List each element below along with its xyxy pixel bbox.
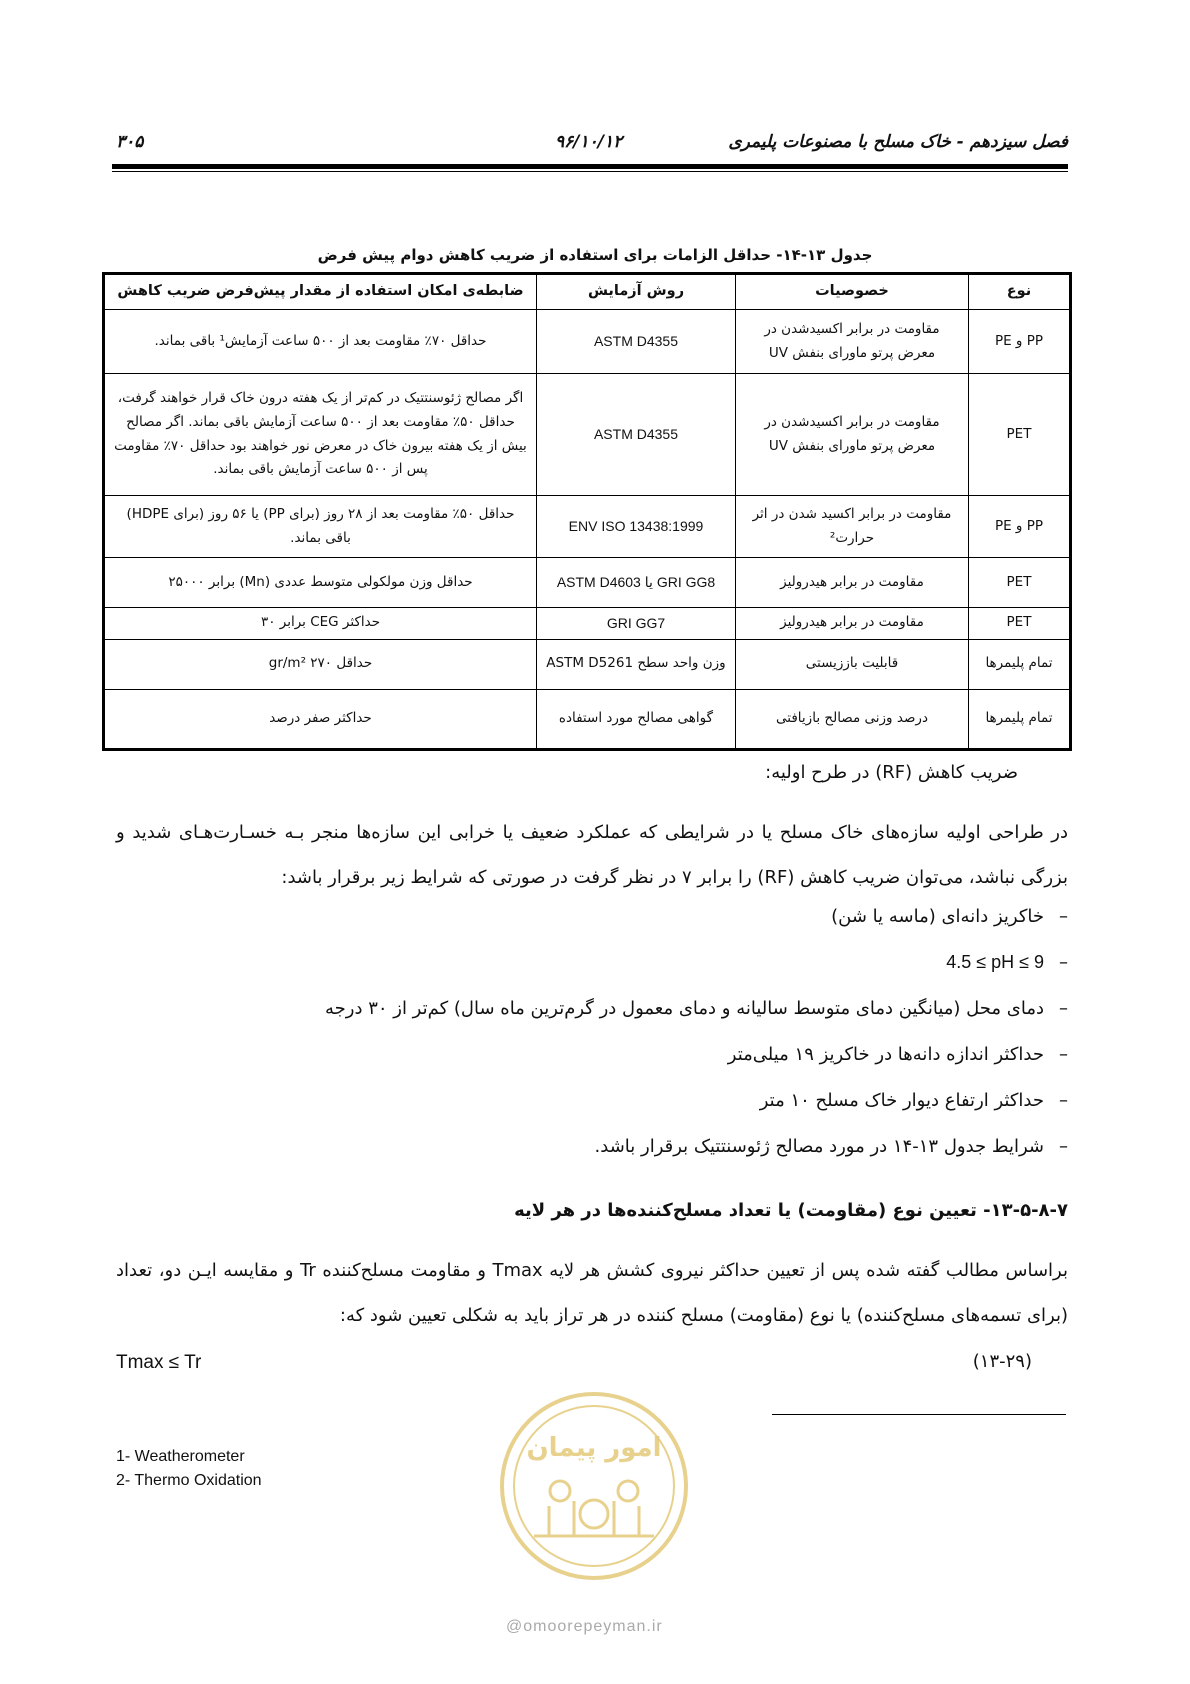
cell-property: قابلیت باززیستی (736, 639, 969, 689)
watermark-site-text: omoorepeyman.ir (523, 1618, 663, 1635)
cell-type: PP و PE (969, 310, 1071, 374)
bullet-text: حداکثر اندازه دانه‌ها در خاکریز ۱۹ میلی‌متر (727, 1044, 1044, 1065)
bullet-dash: – (1059, 998, 1068, 1019)
bullet-dash: – (1059, 1090, 1068, 1111)
table-row (104, 639, 1071, 689)
cell-test: GRI GG8 یا ASTM D4603 (537, 558, 736, 608)
cell-test: وزن واحد سطح ASTM D5261 (537, 639, 736, 689)
bullet-text: حداکثر ارتفاع دیوار خاک مسلح ۱۰ متر (759, 1090, 1044, 1111)
cell-test: گواهی مصالح مورد استفاده (537, 689, 736, 749)
rf-paragraph: در طراحی اولیه سازه‌های خاک مسلح یا در شرایطی که عملکرد ضعیف یا خرابی این سازه‌ها منجر بـه خسـارت‌هـای شدید و بزرگی نباشد، می‌توان ضریب کاهش (RF) را برابر ۷ در نظر گرفت در صورتی که شرایط زیر برقرار باشد: (116, 822, 1068, 888)
col-header-type: نوع (969, 274, 1071, 310)
bullet-text: شرایط جدول ۱۳-۱۴ در مورد مصالح ژئوسنتتیک برقرار باشد. (594, 1136, 1044, 1157)
col-header-criterion: ضابطه‌ی امکان استفاده از مقدار پیش‌فرض ضریب کاهش (104, 274, 537, 310)
cell-property: درصد وزنی مصالح بازیافتی (736, 689, 969, 749)
requirements-table (102, 272, 1072, 751)
bullet-text: 4.5 ≤ pH ≤ 9 (946, 952, 1044, 972)
cell-type: تمام پلیمرها (969, 639, 1071, 689)
table-header-row (104, 274, 1071, 310)
bullet-item (728, 1044, 1068, 1065)
table-row (104, 310, 1071, 374)
bullet-dash: – (1059, 1136, 1068, 1157)
header-rule-thin (112, 171, 1068, 172)
footnote-1: 1- Weatherometer (116, 1448, 245, 1465)
cell-property: مقاومت در برابر هیدرولیز (736, 558, 969, 608)
page-number: ۳۰۵ (116, 132, 144, 152)
table-row (104, 689, 1071, 749)
cell-criterion: اگر مصالح ژئوسنتتیک در کم‌تر از یک هفته درون خاک قرار خواهند گرفت، حداقل ۵۰٪ مقاومت بعد از ۵۰۰ ساعت آزمایش باقی بماند. اگر مصالح بیش از یک هفته بیرون خاک در معرض نور خواهند بود حداقل ۷۰٪ مقاومت پس از ۵۰۰ ساعت آزمایش باقی بماند. (104, 374, 537, 496)
bullet-text: دمای محل (میانگین دمای متوسط سالیانه و دمای معمول در گرم‌ترین ماه سال) کم‌تر از ۳۰ درجه (324, 998, 1044, 1019)
cell-property: مقاومت در برابر اکسیدشدن در معرض پرتو ماورای بنفش UV (736, 310, 969, 374)
section-heading: ۱۳-۵-۸-۷- تعیین نوع (مقاومت) یا تعداد مسلح‌کننده‌ها در هر لایه (514, 1200, 1068, 1221)
table-row (104, 496, 1071, 558)
bullet-text: خاکریز دانه‌ای (ماسه یا شن) (831, 906, 1044, 927)
bullet-dash: – (1059, 906, 1068, 927)
cell-criterion: حداقل ۵۰٪ مقاومت بعد از ۲۸ روز (برای PP) یا ۵۶ روز (برای HDPE) باقی بماند. (104, 496, 537, 558)
chapter-title: فصل سیزدهم - خاک مسلح با مصنوعات پلیمری (728, 132, 1068, 152)
bullet-item (595, 1136, 1068, 1157)
footnote-2: 2- Thermo Oxidation (116, 1472, 262, 1489)
cell-test: GRI GG7 (537, 608, 736, 640)
cell-type: PET (969, 558, 1071, 608)
cell-criterion: حداقل ۷۰٪ مقاومت بعد از ۵۰۰ ساعت آزمایش¹ باقی بماند. (104, 310, 537, 374)
cell-test: ASTM D4355 (537, 310, 736, 374)
table-row (104, 374, 1071, 496)
cell-criterion: حداقل ۲۷۰ gr/m² (104, 639, 537, 689)
section-paragraph: براساس مطالب گفته شده پس از تعیین حداکثر نیروی کشش هر لایه Tmax و مقاومت مسلح‌کننده Tr و مقایسه ایـن دو، تعداد (برای تسمه‌های مسلح‌کننده) یا نوع (مقاومت) مسلح کننده در هر تراز باید به شکلی تعیین شود که: (116, 1260, 1068, 1326)
cell-criterion: حداقل وزن مولکولی متوسط عددی (Mn) برابر ۲۵۰۰۰ (104, 558, 537, 608)
table-caption: جدول ۱۳-۱۴- حداقل الزامات برای استفاده از ضریب کاهش دوام پیش فرض (317, 246, 873, 264)
table-row (104, 558, 1071, 608)
watermark-logo-text: امور پیمان (526, 1433, 662, 1463)
table-row (104, 608, 1071, 640)
rf-heading: ضریب کاهش (RF) در طرح اولیه: (765, 762, 1018, 783)
cell-property: مقاومت در برابر هیدرولیز (736, 608, 969, 640)
cell-type: PP و PE (969, 496, 1071, 558)
bullet-dash: – (1059, 1044, 1068, 1065)
col-header-test: روش آزمایش (537, 274, 736, 310)
cell-type: تمام پلیمرها (969, 689, 1071, 749)
cell-criterion: حداکثر CEG برابر ۳۰ (104, 608, 537, 640)
cell-property: مقاومت در برابر اکسیدشدن در معرض پرتو ماورای بنفش UV (736, 374, 969, 496)
header-rule (112, 164, 1068, 169)
cell-property: مقاومت در برابر اکسید شدن در اثر حرارت² (736, 496, 969, 558)
cell-criterion: حداکثر صفر درصد (104, 689, 537, 749)
at-icon: @ (506, 1618, 524, 1635)
watermark-logo (494, 1386, 694, 1586)
footnote-rule (772, 1414, 1066, 1415)
cell-test: ENV ISO 13438:1999 (537, 496, 736, 558)
bullet-item (946, 952, 1068, 973)
formula: Tmax ≤ Tr (116, 1352, 202, 1373)
bullet-item (831, 906, 1068, 927)
bullet-item (325, 998, 1068, 1019)
cell-type: PET (969, 608, 1071, 640)
formula-number: (۱۳-۲۹) (972, 1351, 1032, 1372)
bullet-dash: – (1059, 952, 1068, 973)
cell-test: ASTM D4355 (537, 374, 736, 496)
bullet-item (760, 1090, 1068, 1111)
watermark-site (506, 1618, 663, 1636)
cell-type: PET (969, 374, 1071, 496)
header-date: ۹۶/۱۰/۱۲ (555, 132, 623, 152)
col-header-property: خصوصیات (736, 274, 969, 310)
